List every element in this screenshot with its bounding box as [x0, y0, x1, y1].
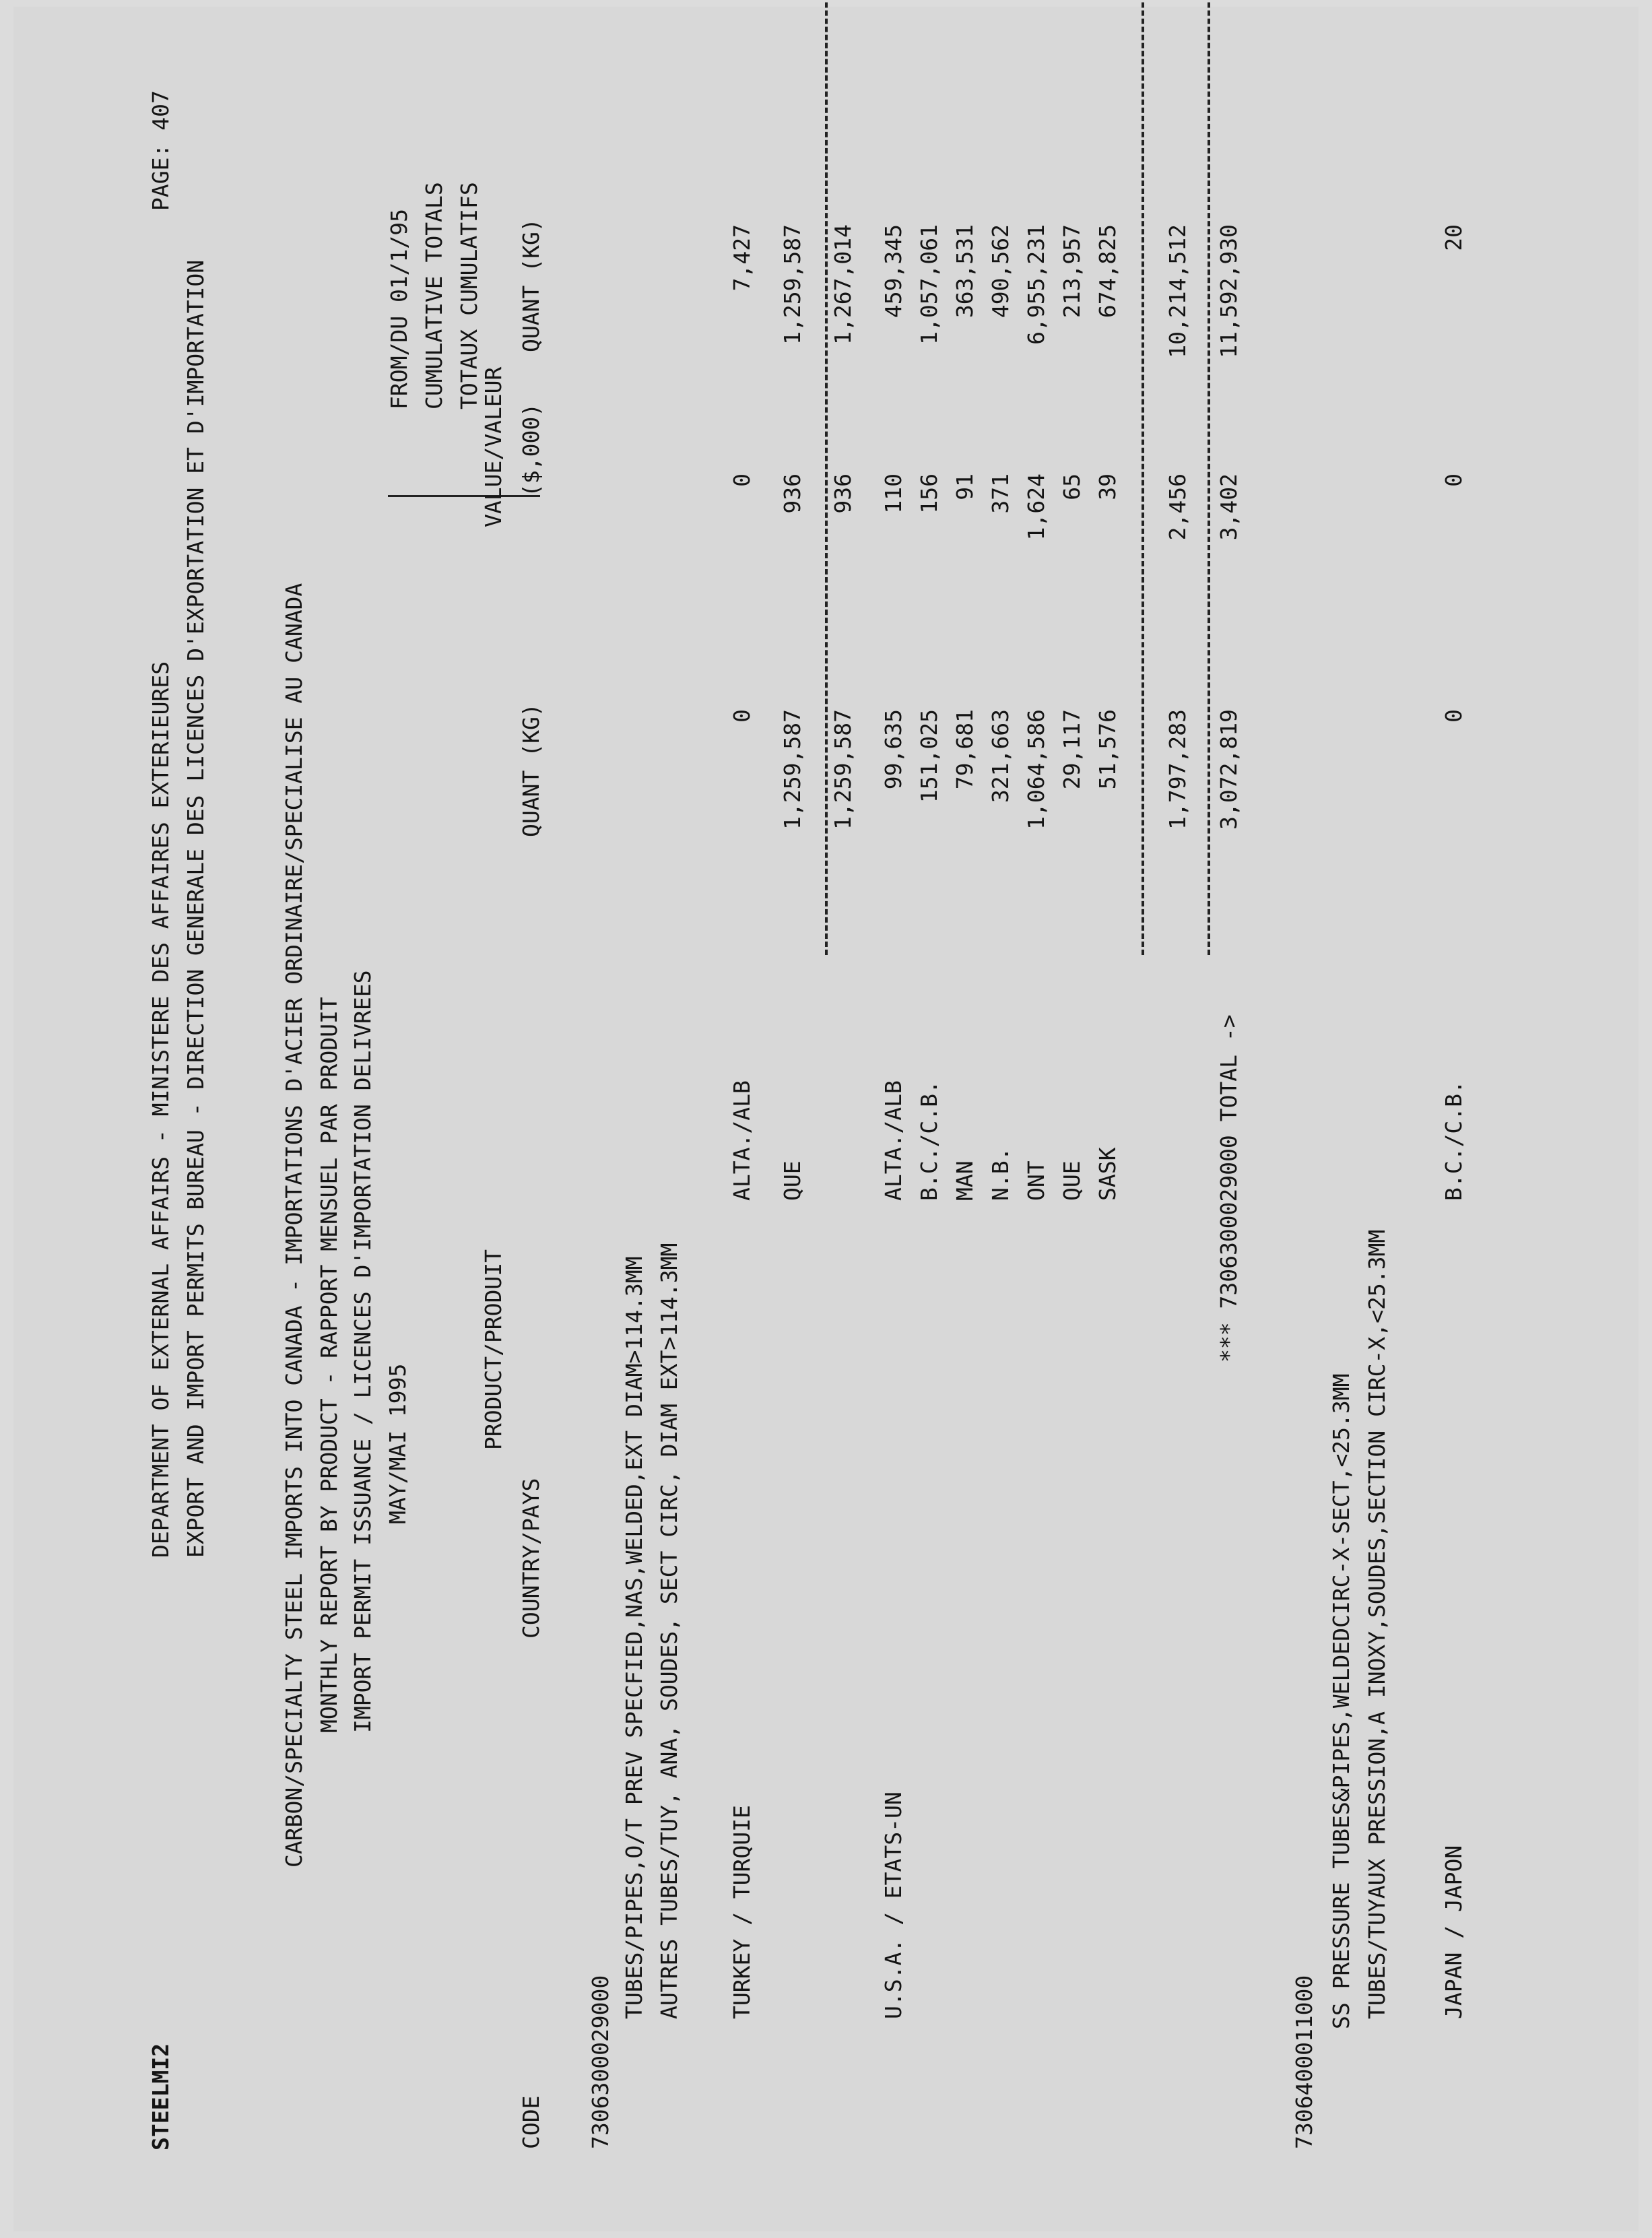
total-rule [1208, 0, 1210, 955]
month-quantity: 1,259,587 [779, 709, 805, 830]
value-column-header: VALUE/VALEUR [480, 366, 506, 527]
month-quantity: 151,025 [916, 709, 942, 803]
cumulative-quantity: 7,427 [729, 224, 755, 292]
bureau-line: EXPORT AND IMPORT PERMITS BUREAU - DIRECTION GENERALE DES LICENCES D'EXPORTATION ET D'IMPORTATION [183, 259, 209, 1558]
cumulative-quantity: 1,057,061 [916, 224, 942, 345]
product-code: 7306300029000 [587, 1975, 614, 2149]
country-name: U.S.A. / ETATS-UN [880, 1791, 906, 2019]
product-column-header: PRODUCT/PRODUIT [480, 1249, 506, 1450]
month-value: 371 [987, 473, 1014, 514]
cumulative-from: FROM/DU 01/1/95 [386, 208, 412, 409]
province-label: B.C./C.B. [916, 1080, 942, 1201]
report-page [13, 7, 1639, 2231]
country-name: TURKEY / TURQUIE [729, 1805, 755, 2019]
cumulative-quantity: 674,825 [1094, 224, 1121, 319]
cumulative-quantity: 1,259,587 [779, 224, 805, 345]
month-value: 1,624 [1023, 473, 1049, 541]
month-value: 0 [729, 473, 755, 487]
cumulative-label-fr: TOTAUX CUMULATIFS [456, 182, 482, 409]
month-quantity: 51,576 [1094, 709, 1121, 790]
province-label: N.B. [987, 1147, 1014, 1201]
month-quantity: 0 [1441, 709, 1467, 723]
province-label: MAN [952, 1160, 978, 1201]
rotated-report [13, 7, 1639, 2231]
product-code: 7306400011000 [1291, 1975, 1317, 2149]
report-title: CARBON/SPECIALTY STEEL IMPORTS INTO CANADA - IMPORTATIONS D'ACIER ORDINAIRE/SPECIALISE AU CANADA [281, 583, 307, 1868]
month-quantity: 0 [729, 709, 755, 723]
subtotal-value: 2,456 [1164, 473, 1191, 541]
subtotal-quantity: 1,259,587 [830, 709, 856, 830]
month-value: 936 [779, 473, 805, 514]
quant-column-header: QUANT (KG) [518, 703, 544, 837]
subtotal-quantity: 1,797,283 [1164, 709, 1191, 830]
report-period: MAY/MAI 1995 [385, 1363, 411, 1524]
month-value: 110 [880, 473, 906, 514]
report-subtitle: MONTHLY REPORT BY PRODUCT - RAPPORT MENSUEL PAR PRODUIT [316, 997, 342, 1733]
month-quantity: 29,117 [1059, 709, 1085, 790]
cumulative-quantity: 490,562 [987, 224, 1014, 319]
value-unit-header: ($,000) [518, 403, 544, 497]
province-label: ALTA./ALB [880, 1080, 906, 1201]
page-number: PAGE: 407 [147, 90, 174, 211]
province-label: QUE [779, 1160, 805, 1201]
province-label: B.C./C.B. [1441, 1080, 1467, 1201]
total-quantity: 3,072,819 [1216, 709, 1242, 830]
subtotal-cumulative-quantity: 10,214,512 [1164, 224, 1191, 358]
province-label: SASK [1094, 1147, 1121, 1201]
province-label: QUE [1059, 1160, 1085, 1201]
month-value: 156 [916, 473, 942, 514]
total-value: 3,402 [1216, 473, 1242, 541]
month-quantity: 1,064,586 [1023, 709, 1049, 830]
month-quantity: 79,681 [952, 709, 978, 790]
province-label: ONT [1023, 1160, 1049, 1201]
total-cumulative-quantity: 11,592,930 [1216, 224, 1242, 358]
month-value: 91 [952, 473, 978, 500]
cumulative-quantity: 363,531 [952, 224, 978, 319]
cum-quant-column-header: QUANT (KG) [518, 218, 544, 352]
month-quantity: 321,663 [987, 709, 1014, 803]
subtotal-cumulative-quantity: 1,267,014 [830, 224, 856, 345]
province-label: ALTA./ALB [729, 1080, 755, 1201]
month-value: 0 [1441, 473, 1467, 487]
cumulative-quantity: 6,955,231 [1023, 224, 1049, 345]
month-value: 39 [1094, 473, 1121, 500]
subtotal-value: 936 [830, 473, 856, 514]
cumulative-quantity: 20 [1441, 224, 1467, 251]
cumulative-quantity: 213,957 [1059, 224, 1085, 319]
product-description-fr: TUBES/TUYAUX PRESSION,A INOXY,SOUDES,SECTION CIRC-X,<25.3MM [1364, 1229, 1390, 2019]
product-total-label: *** 7306300029000 TOTAL -> [1216, 1014, 1242, 1362]
department-line: DEPARTMENT OF EXTERNAL AFFAIRS - MINISTERE DES AFFAIRES EXTERIEURES [147, 661, 174, 1558]
product-description-fr: AUTRES TUBES/TUY, ANA, SOUDES, SECT CIRC, DIAM EXT>114.3MM [656, 1243, 682, 2019]
report-id: STEELMI2 [147, 2043, 174, 2150]
month-value: 65 [1059, 473, 1085, 500]
cumulative-label-en: CUMULATIVE TOTALS [421, 182, 447, 409]
country-column-header: COUNTRY/PAYS [518, 1478, 544, 1639]
country-name: JAPAN / JAPON [1441, 1845, 1467, 2019]
subtotal-rule [1142, 0, 1144, 955]
product-description-en: TUBES/PIPES,O/T PREV SPECFIED,NAS,WELDED,EXT DIAM>114.3MM [621, 1256, 647, 2019]
permit-line: IMPORT PERMIT ISSUANCE / LICENCES D'IMPORTATION DELIVREES [350, 970, 376, 1733]
subtotal-rule [825, 0, 828, 955]
product-description-en: SS PRESSURE TUBES&PIPES,WELDEDCIRC-X-SECT,<25.3MM [1328, 1373, 1354, 2029]
month-quantity: 99,635 [880, 709, 906, 790]
cumulative-quantity: 459,345 [880, 224, 906, 319]
code-column-header: CODE [518, 2095, 544, 2149]
